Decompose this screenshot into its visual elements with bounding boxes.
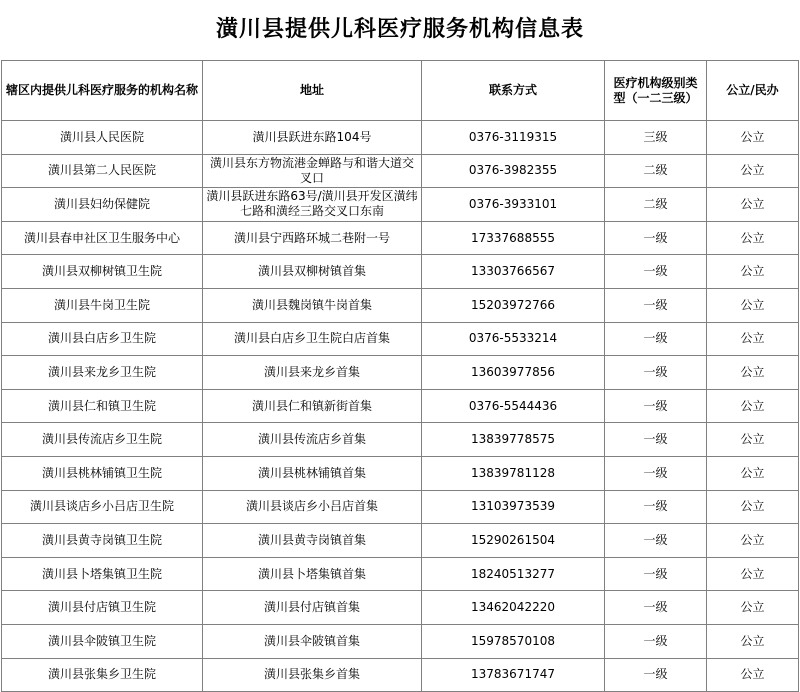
contact-cell: 0376-3119315	[422, 121, 605, 155]
table-row	[2, 188, 799, 222]
institution-name-cell: 潢川县来龙乡卫生院	[2, 356, 203, 390]
level-cell: 一级	[605, 288, 707, 322]
institution-name-cell: 潢川县桃林铺镇卫生院	[2, 456, 203, 490]
ownership-cell: 公立	[707, 154, 799, 188]
level-cell: 一级	[605, 557, 707, 591]
contact-cell: 15978570108	[422, 624, 605, 658]
page-title: 潢川县提供儿科医疗服务机构信息表	[215, 17, 584, 42]
contact-cell: 0376-3982355	[422, 154, 605, 188]
level-cell: 三级	[605, 121, 707, 155]
contact-cell: 0376-3933101	[422, 188, 605, 222]
level-cell: 二级	[605, 188, 707, 222]
ownership-cell: 公立	[707, 322, 799, 356]
column-header-level: 医疗机构级别类型（一二三级）	[605, 61, 707, 121]
table-row	[2, 658, 799, 692]
table-row	[2, 624, 799, 658]
level-cell: 一级	[605, 389, 707, 423]
contact-cell: 13783671747	[422, 658, 605, 692]
address-cell: 潢川县桃林铺镇首集	[203, 456, 422, 490]
level-cell: 一级	[605, 255, 707, 289]
level-cell: 一级	[605, 221, 707, 255]
column-header-name: 辖区内提供儿科医疗服务的机构名称	[2, 61, 203, 121]
table-body	[2, 121, 799, 692]
institution-name-cell: 潢川县卜塔集镇卫生院	[2, 557, 203, 591]
institution-name-cell: 潢川县白店乡卫生院	[2, 322, 203, 356]
table-header-row	[2, 61, 799, 121]
ownership-cell: 公立	[707, 188, 799, 222]
table-row	[2, 591, 799, 625]
level-cell: 一级	[605, 356, 707, 390]
table-row	[2, 490, 799, 524]
ownership-cell: 公立	[707, 591, 799, 625]
ownership-cell: 公立	[707, 389, 799, 423]
table-row	[2, 255, 799, 289]
ownership-cell: 公立	[707, 121, 799, 155]
contact-cell: 15203972766	[422, 288, 605, 322]
institution-name-cell: 潢川县仁和镇卫生院	[2, 389, 203, 423]
level-cell: 一级	[605, 423, 707, 457]
institution-name-cell: 潢川县张集乡卫生院	[2, 658, 203, 692]
institution-name-cell: 潢川县双柳树镇卫生院	[2, 255, 203, 289]
contact-cell: 18240513277	[422, 557, 605, 591]
ownership-cell: 公立	[707, 658, 799, 692]
institution-name-cell: 潢川县黄寺岗镇卫生院	[2, 524, 203, 558]
address-cell: 潢川县东方物流港金蝉路与和谐大道交叉口	[203, 154, 422, 188]
institution-name-cell: 潢川县传流店乡卫生院	[2, 423, 203, 457]
level-cell: 一级	[605, 658, 707, 692]
address-cell: 潢川县来龙乡首集	[203, 356, 422, 390]
column-header-type: 公立/民办	[707, 61, 799, 121]
address-cell: 潢川县白店乡卫生院白店首集	[203, 322, 422, 356]
column-header-contact: 联系方式	[422, 61, 605, 121]
ownership-cell: 公立	[707, 221, 799, 255]
level-cell: 一级	[605, 490, 707, 524]
contact-cell: 13839778575	[422, 423, 605, 457]
level-cell: 二级	[605, 154, 707, 188]
table-row	[2, 322, 799, 356]
table-row	[2, 121, 799, 155]
contact-cell: 0376-5544436	[422, 389, 605, 423]
address-cell: 潢川县双柳树镇首集	[203, 255, 422, 289]
ownership-cell: 公立	[707, 624, 799, 658]
address-cell: 潢川县魏岗镇牛岗首集	[203, 288, 422, 322]
contact-cell: 13303766567	[422, 255, 605, 289]
institution-name-cell: 潢川县妇幼保健院	[2, 188, 203, 222]
address-cell: 潢川县张集乡首集	[203, 658, 422, 692]
table-row	[2, 356, 799, 390]
institution-name-cell: 潢川县人民医院	[2, 121, 203, 155]
level-cell: 一级	[605, 456, 707, 490]
address-cell: 潢川县跃进东路63号/潢川县开发区潢纬七路和潢经三路交叉口东南	[203, 188, 422, 222]
address-cell: 潢川县跃进东路104号	[203, 121, 422, 155]
address-cell: 潢川县付店镇首集	[203, 591, 422, 625]
institution-table	[1, 60, 799, 692]
table-row	[2, 456, 799, 490]
table-row	[2, 288, 799, 322]
table-row	[2, 154, 799, 188]
contact-cell: 17337688555	[422, 221, 605, 255]
ownership-cell: 公立	[707, 356, 799, 390]
address-cell: 潢川县宁西路环城二巷附一号	[203, 221, 422, 255]
column-header-address: 地址	[203, 61, 422, 121]
contact-cell: 13103973539	[422, 490, 605, 524]
table-row	[2, 423, 799, 457]
contact-cell: 13462042220	[422, 591, 605, 625]
table-row	[2, 524, 799, 558]
level-cell: 一级	[605, 624, 707, 658]
address-cell: 潢川县伞陂镇首集	[203, 624, 422, 658]
ownership-cell: 公立	[707, 557, 799, 591]
table-row	[2, 557, 799, 591]
address-cell: 潢川县传流店乡首集	[203, 423, 422, 457]
institution-name-cell: 潢川县谈店乡小吕店卫生院	[2, 490, 203, 524]
institution-name-cell: 潢川县伞陂镇卫生院	[2, 624, 203, 658]
level-cell: 一级	[605, 322, 707, 356]
level-cell: 一级	[605, 591, 707, 625]
ownership-cell: 公立	[707, 490, 799, 524]
table-row	[2, 221, 799, 255]
ownership-cell: 公立	[707, 288, 799, 322]
table-row	[2, 389, 799, 423]
ownership-cell: 公立	[707, 255, 799, 289]
institution-name-cell: 潢川县牛岗卫生院	[2, 288, 203, 322]
address-cell: 潢川县谈店乡小吕店首集	[203, 490, 422, 524]
ownership-cell: 公立	[707, 524, 799, 558]
contact-cell: 0376-5533214	[422, 322, 605, 356]
institution-name-cell: 潢川县付店镇卫生院	[2, 591, 203, 625]
contact-cell: 15290261504	[422, 524, 605, 558]
institution-name-cell: 潢川县第二人民医院	[2, 154, 203, 188]
address-cell: 潢川县仁和镇新街首集	[203, 389, 422, 423]
level-cell: 一级	[605, 524, 707, 558]
institution-name-cell: 潢川县春申社区卫生服务中心	[2, 221, 203, 255]
contact-cell: 13839781128	[422, 456, 605, 490]
address-cell: 潢川县卜塔集镇首集	[203, 557, 422, 591]
ownership-cell: 公立	[707, 456, 799, 490]
ownership-cell: 公立	[707, 423, 799, 457]
contact-cell: 13603977856	[422, 356, 605, 390]
address-cell: 潢川县黄寺岗镇首集	[203, 524, 422, 558]
